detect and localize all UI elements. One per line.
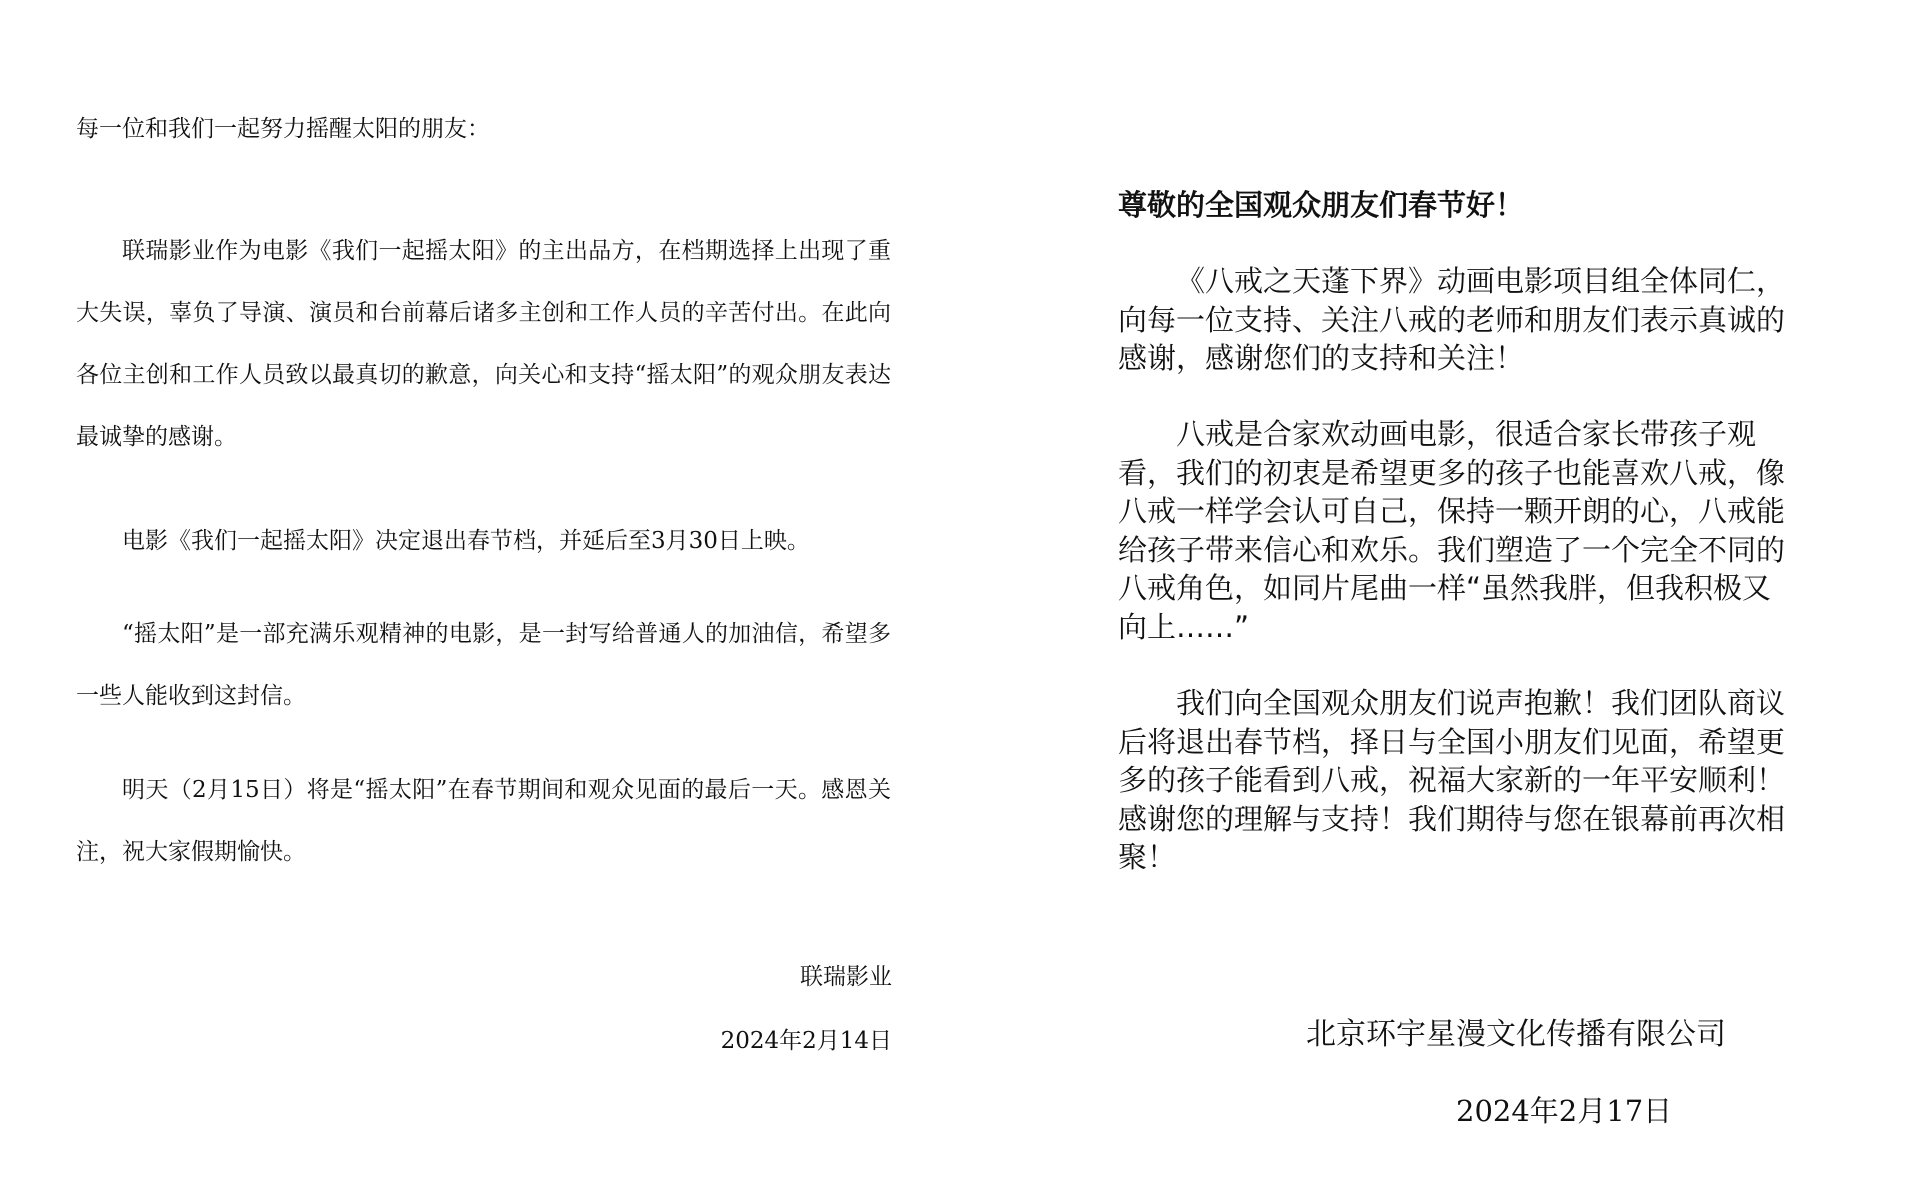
left-paragraph: 联瑞影业作为电影《我们一起摇太阳》的主出品方，在档期选择上出现了重大失误，辜负了导演、演员和台前幕后诸多主创和工作人员的辛苦付出。在此向各位主创和工作人员致以最真切的歉意，向关心和支持“摇太阳”的观众朋友表达最诚挚的感谢。 (76, 238, 891, 450)
left-paragraph: “摇太阳”是一部充满乐观精神的电影，是一封写给普通人的加油信，希望多一些人能收到这封信。 (76, 621, 891, 709)
right-paragraph: 八戒是合家欢动画电影，很适合家长带孩子观看，我们的初衷是希望更多的孩子也能喜欢八戒，像八戒一样学会认可自己，保持一颗开朗的心，八戒能给孩子带来信心和欢乐。我们塑造了一个完全不同的八戒角色，如同片尾曲一样“虽然我胖，但我积极又向上……” (1118, 417, 1786, 644)
left-date: 2024年2月14日 (720, 1028, 892, 1054)
right-paragraph: 《八戒之天蓬下界》动画电影项目组全体同仁，向每一位支持、关注八戒的老师和朋友们表示真诚的感谢，感谢您们的支持和关注！ (1118, 264, 1786, 375)
left-paragraph: 明天（2月15日）将是“摇太阳”在春节期间和观众见面的最后一天。感恩关注，祝大家假期愉快。 (76, 777, 891, 865)
right-date: 2024年2月17日 (1456, 1094, 1673, 1128)
right-greeting: 尊敬的全国观众朋友们春节好！ (1118, 188, 1525, 222)
left-salutation: 每一位和我们一起努力摇醒太阳的朋友： (76, 116, 490, 142)
left-signature: 联瑞影业 (800, 964, 892, 990)
left-paragraph: 电影《我们一起摇太阳》决定退出春节档，并延后至3月30日上映。 (122, 528, 810, 554)
right-signature: 北京环宇星漫文化传播有限公司 (1306, 1017, 1726, 1052)
right-paragraph: 我们向全国观众朋友们说声抱歉！我们团队商议后将退出春节档，择日与全国小朋友们见面，希望更多的孩子能看到八戒，祝福大家新的一年平安顺利！感谢您的理解与支持！我们期待与您在银幕前再次相聚！ (1118, 686, 1786, 874)
